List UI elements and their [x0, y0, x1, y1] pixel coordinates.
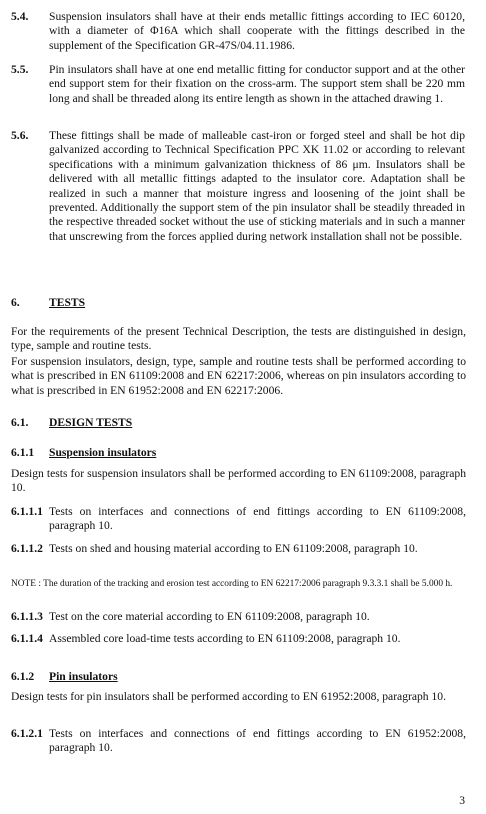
clause-number: 5.6. — [11, 129, 29, 142]
clause-5-6 — [11, 129, 465, 244]
item-text: Assembled core load-time tests according to EN 61109:2008, paragraph 10. — [49, 632, 401, 645]
item-6-1-1-4 — [11, 632, 466, 646]
section-title: DESIGN TESTS — [49, 416, 133, 429]
clause-text: Pin insulators shall have at one end metallic fitting for conductor support and at the other end support stem for their fixation on the cross-arm. The support stem shall be 220 mm long and shall be threaded along its entire length as shown in the attached drawing 1. — [49, 63, 465, 105]
note-text: NOTE : The duration of the tracking and erosion test according to EN 62217:2006 paragraph 9.3.3.1 shall be 5.000 h. — [11, 579, 453, 589]
clause-number: 5.4. — [11, 10, 29, 23]
item-number: 6.1.2.1 — [11, 727, 43, 740]
section-title: Suspension insulators — [49, 446, 157, 459]
section-6-1-1-heading — [11, 446, 156, 460]
section-title: TESTS — [49, 296, 86, 309]
item-number: 6.1.1.2 — [11, 542, 43, 555]
section-6-1-1-intro: Design tests for suspension insulators shall be performed according to EN 61109:2008, paragraph 10. — [11, 467, 466, 495]
item-number: 6.1.1.4 — [11, 632, 43, 645]
item-text: Test on the core material according to EN 61109:2008, paragraph 10. — [49, 610, 370, 623]
section-6-paragraph-2: For suspension insulators, design, type, sample and routine tests shall be performed according to what is prescribed in EN 61109:2008 and EN 62217:2006, whereas on pin insulators according to what is prescribed in EN 61952:2008 and EN 62217:2006. — [11, 355, 466, 397]
clause-number: 5.5. — [11, 63, 29, 76]
section-6-1-2-intro: Design tests for pin insulators shall be performed according to EN 61952:2008, paragraph 10. — [11, 690, 446, 703]
clause-5-4 — [11, 10, 465, 53]
clause-text: These fittings shall be made of malleable cast-iron or forged steel and shall be hot dip galvanized according to Technical Specification PPC XK 11.02 or according to relevant specifications with a minimum galvanization thickness of 86 μm. Insulators shall be delivered with all metallic fittings adapted to the insulator core. Adaptation shall be realized in such a manner that moisture ingress and loosening of the joint shall be prevented. Additionally the support stem of the pin insulator shall be steadily threaded in the respective threaded socket without the use of sticking materials and in such a manner that unscrewing from the forces applied during network installation shall not be possible. — [49, 129, 465, 243]
item-6-1-2-1 — [11, 727, 466, 756]
section-title: Pin insulators — [49, 670, 118, 683]
item-text: Tests on interfaces and connections of end fittings according to EN 61952:2008, paragraph 10. — [49, 727, 466, 755]
section-number: 6.1. — [11, 416, 29, 429]
section-6-paragraph-1: For the requirements of the present Technical Description, the tests are distinguished in design, type, sample and routine tests. — [11, 325, 466, 353]
section-6-heading — [11, 296, 85, 310]
clause-5-5 — [11, 63, 465, 106]
section-number: 6.1.2 — [11, 670, 35, 683]
item-6-1-1-1 — [11, 505, 466, 534]
item-number: 6.1.1.3 — [11, 610, 43, 623]
page-number: 3 — [459, 794, 465, 807]
item-6-1-1-3 — [11, 610, 466, 624]
item-number: 6.1.1.1 — [11, 505, 43, 518]
section-number: 6.1.1 — [11, 446, 35, 459]
section-6-1-heading — [11, 416, 132, 430]
clause-text: Suspension insulators shall have at their ends metallic fittings according to IEC 60120, with a diameter of Φ16A which shall cooperate with the fittings described in the supplement of the Specification GR-47S/04.11.1986. — [49, 10, 465, 52]
section-6-1-2-heading — [11, 670, 118, 684]
item-6-1-1-2 — [11, 542, 466, 556]
item-text: Tests on interfaces and connections of end fittings according to EN 61109:2008, paragraph 10. — [49, 505, 466, 533]
item-text: Tests on shed and housing material according to EN 61109:2008, paragraph 10. — [49, 542, 418, 555]
section-number: 6. — [11, 296, 20, 309]
